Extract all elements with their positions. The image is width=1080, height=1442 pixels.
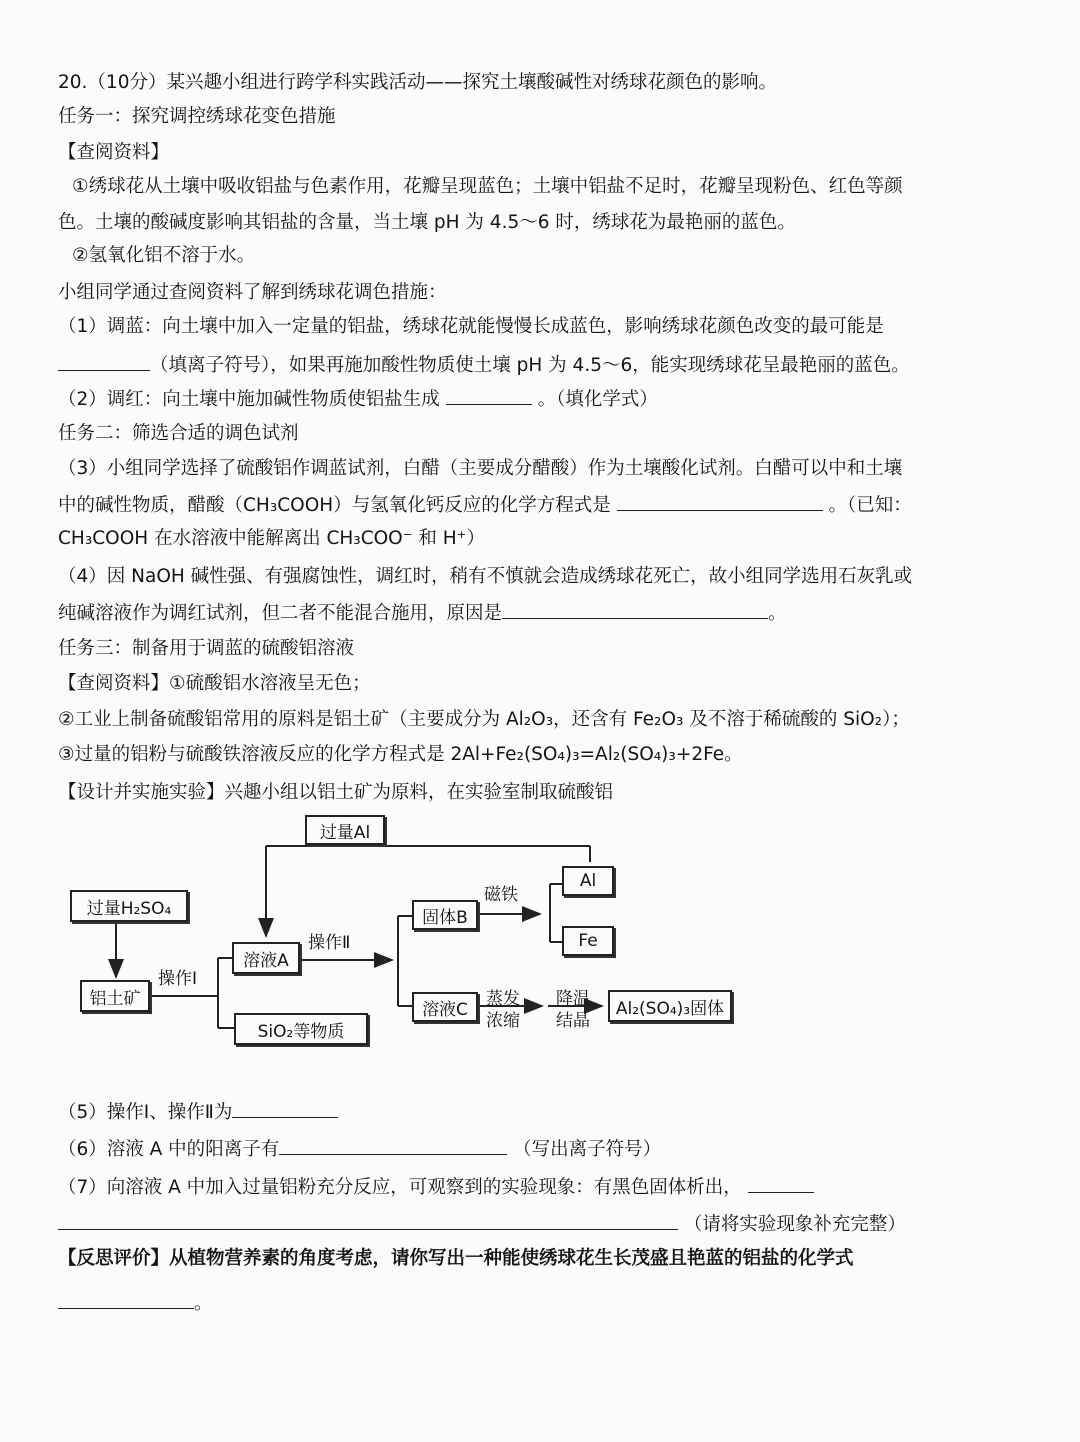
question-2a: （2）调红：向土壤中施加碱性物质使铝盐生成 <box>58 389 440 410</box>
question-1a: （1）调蓝：向土壤中加入一定量的铝盐，绣球花就能慢慢长成蓝色，影响绣球花颜色改变的最可能是 <box>58 316 884 337</box>
reference-2: ②氢氧化铝不溶于水。 <box>72 245 256 266</box>
question-5: （5）操作Ⅰ、操作Ⅱ为 <box>58 1102 233 1123</box>
answer-blank-7b[interactable] <box>58 1209 678 1230</box>
intro-text: 小组同学通过查阅资料了解到绣球花调色措施： <box>58 282 447 303</box>
task2-heading: 任务二：筛选合适的调色试剂 <box>58 423 299 444</box>
question-5-row <box>58 1097 1038 1126</box>
question-header: 20.（10分）某兴趣小组进行跨学科实践活动——探究土壤酸碱性对绣球花颜色的影响。 <box>58 72 777 93</box>
node-fe: Fe <box>562 926 614 956</box>
question-7-row <box>58 1172 1038 1201</box>
question-4a: （4）因 NaOH 碱性强、有强腐蚀性，调红时，稍有不慎就会造成绣球花死亡，故小组同学选用石灰乳或 <box>58 566 913 587</box>
question-3b: 中的碱性物质，醋酸（CH₃COOH）与氢氧化钙反应的化学方程式是 <box>58 495 611 516</box>
node-excess-al: 过量Al <box>305 815 385 845</box>
question-7b-row <box>58 1209 1038 1238</box>
label-concentrate: 浓缩 <box>486 1011 520 1031</box>
label-crystallize: 结晶 <box>556 1011 590 1031</box>
reflection-text: 【反思评价】从植物营养素的角度考虑，请你写出一种能使绣球花生长茂盛且艳蓝的铝盐的化学式 <box>58 1248 854 1269</box>
answer-blank-5[interactable] <box>232 1097 338 1118</box>
reference-4: ②工业上制备硫酸铝常用的原料是铝土矿（主要成分为 Al₂O₃，还含有 Fe₂O₃ 及不溶于稀硫酸的 SiO₂）； <box>58 709 910 730</box>
question-4c: 。 <box>768 603 787 624</box>
answer-blank-8[interactable] <box>58 1288 194 1309</box>
node-excess-h2so4: 过量H₂SO₄ <box>70 890 188 922</box>
label-cool: 降温 <box>556 989 590 1009</box>
label-operation-1: 操作I <box>158 969 198 989</box>
label-evaporate: 蒸发 <box>486 989 520 1009</box>
label-operation-2: 操作Ⅱ <box>308 933 351 953</box>
reference-1a: ①绣球花从土壤中吸收铝盐与色素作用，花瓣呈现蓝色；土壤中铝盐不足时，花瓣呈现粉色、红色等颜 <box>72 176 903 197</box>
reference-5: ③过量的铝粉与硫酸铁溶液反应的化学方程式是 2Al+Fe₂(SO₄)₃=Al₂(SO₄)₃+2Fe。 <box>58 744 743 765</box>
reference-1b: 色。土壤的酸碱度影响其铝盐的含量，当土壤 pH 为 4.5～6 时，绣球花为最艳丽的蓝色。 <box>58 212 796 233</box>
node-solid-b: 固体B <box>412 900 478 930</box>
question-4b: 纯碱溶液作为调红试剂，但二者不能混合施用，原因是 <box>58 603 503 624</box>
question-7b: （请将实验现象补充完整） <box>683 1214 906 1235</box>
question-3a: （3）小组同学选择了硫酸铝作调蓝试剂，白醋（主要成分醋酸）作为土壤酸化试剂。白醋可以中和土壤 <box>58 458 903 479</box>
question-2b: 。（填化学式） <box>537 389 658 410</box>
question-6b: （写出离子符号） <box>513 1139 662 1160</box>
label-magnet: 磁铁 <box>484 885 518 905</box>
node-product: Al₂(SO₄)₃固体 <box>608 990 732 1022</box>
reflection-end: 。 <box>194 1293 213 1314</box>
node-al: Al <box>562 866 614 896</box>
node-sio2: SiO₂等物质 <box>234 1013 368 1045</box>
reflection-row <box>58 1288 1038 1317</box>
design-heading: 【设计并实施实验】兴趣小组以铝土矿为原料，在实验室制取硫酸铝 <box>58 782 614 803</box>
task1-heading: 任务一：探究调控绣球花变色措施 <box>58 106 336 127</box>
answer-blank-7a[interactable] <box>748 1172 814 1193</box>
answer-blank-6[interactable] <box>279 1134 507 1155</box>
question-6a: （6）溶液 A 中的阳离子有 <box>58 1139 280 1160</box>
reference-3: 【查阅资料】①硫酸铝水溶液呈无色； <box>58 673 371 694</box>
node-bauxite: 铝土矿 <box>80 980 150 1012</box>
question-1b: （填离子符号），如果再施加酸性物质使土壤 pH 为 4.5～6，能实现绣球花呈最艳丽的蓝色。 <box>150 355 910 376</box>
node-solution-a: 溶液A <box>232 942 300 974</box>
question-3d: CH₃COOH 在水溶液中能解离出 CH₃COO⁻ 和 H⁺） <box>58 528 485 549</box>
question-6-row <box>58 1134 1038 1163</box>
node-solution-c: 溶液C <box>412 992 478 1022</box>
task3-heading: 任务三：制备用于调蓝的硫酸铝溶液 <box>58 638 355 659</box>
question-7a: （7）向溶液 A 中加入过量铝粉充分反应，可观察到的实验现象：有黑色固体析出， <box>58 1177 742 1198</box>
reference-title: 【查阅资料】 <box>58 142 170 163</box>
question-3c: 。（已知： <box>828 495 912 516</box>
